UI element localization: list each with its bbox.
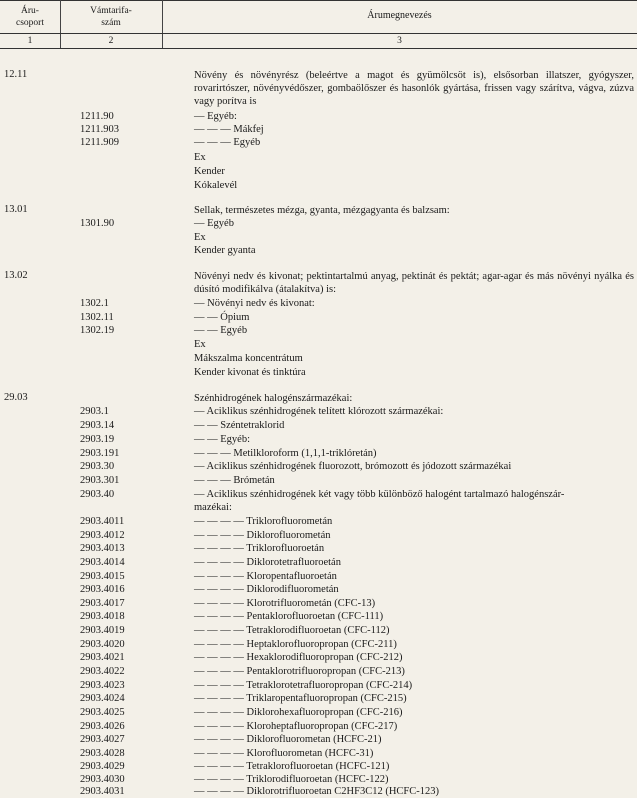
row-description: — — — — Triklorodifluoroetan (HCFC-122) — [194, 774, 389, 785]
tariff-code: 2903.4021 — [80, 652, 125, 663]
table-row — [0, 651, 637, 664]
tariff-code: 2903.40 — [80, 489, 115, 500]
table-row — [0, 297, 637, 310]
tariff-code: 2903.4031 — [80, 786, 125, 797]
tariff-code: 2903.4015 — [80, 571, 125, 582]
row-description: — — — — Hexaklorodifluoropropan (CFC-212) — [194, 652, 403, 663]
table-row — [0, 679, 637, 692]
table-row — [0, 706, 637, 719]
section-title: Növény és növényrész (beleértve a magot és gyümölcsöt is), elsősorban illatszer, gyógyszer, rovarirtószer, növényvédőszer, gombaölőszer és hasonlók gyártása, frissen vagy szárítva, vágva, zúzva vagy porítva is — [194, 70, 634, 107]
row-description: Kender kivonat és tinktúra — [194, 367, 306, 378]
row-description: — Egyéb: — [194, 111, 237, 122]
row-description: — Egyéb — [194, 218, 234, 229]
table-row — [0, 624, 637, 637]
table-row — [0, 179, 637, 192]
table-row — [0, 570, 637, 583]
row-description: Kender — [194, 166, 225, 177]
table-row — [0, 720, 637, 733]
tariff-code: 2903.4026 — [80, 721, 125, 732]
table-row — [0, 433, 637, 446]
tariff-code: 1302.19 — [80, 325, 115, 336]
column-number-2: 2 — [108, 36, 114, 46]
section-title: Szénhidrogének halogénszármazékai: — [194, 393, 353, 404]
row-description: — — — — Diklorotetrafluoroetán — [194, 557, 341, 568]
table-row — [0, 488, 637, 501]
tariff-code: 2903.4016 — [80, 584, 125, 595]
tariff-code: 2903.30 — [80, 461, 115, 472]
header-mid-rule — [0, 33, 637, 34]
table-row — [0, 542, 637, 555]
row-description: — — — — Diklorofluorometan (HCFC-21) — [194, 734, 382, 745]
row-description: — — — — Diklorodifluorometán — [194, 584, 339, 595]
section-title: Sellak, természetes mézga, gyanta, mézgagyanta és balzsam: — [194, 205, 450, 216]
group-code: 12.11 — [4, 69, 28, 80]
row-description: — — — — Kloropentafluoroetán — [194, 571, 337, 582]
row-description: Ex — [194, 152, 206, 163]
row-description: — — — — Triklaropentafluoropropan (CFC-215) — [194, 693, 407, 704]
table-row — [0, 665, 637, 678]
row-description: — — — — Heptaklorofluoropropan (CFC-211) — [194, 639, 397, 650]
tariff-code: 2903.19 — [80, 434, 115, 445]
row-description: Kender gyanta — [194, 245, 256, 256]
table-row — [0, 366, 637, 379]
tariff-code: 2903.4025 — [80, 707, 125, 718]
row-description: — Aciklikus szénhidrogének fluorozott, brómozott és jódozott származékai — [194, 461, 512, 472]
group-code: 13.01 — [4, 204, 28, 215]
table-row — [0, 610, 637, 623]
row-description: — Aciklikus szénhidrogének telített klórozott származékai: — [194, 406, 444, 417]
tariff-code: 1211.90 — [80, 111, 114, 122]
table-row — [0, 151, 637, 164]
table-row — [0, 515, 637, 528]
row-description: — — — — Diklorotrifluoroetan C2HF3C12 (HCFC-123) — [194, 786, 439, 797]
tariff-code: 2903.4020 — [80, 639, 125, 650]
row-description: — — — — Diklorohexafluoropropan (CFC-216) — [194, 707, 403, 718]
column-number-1: 1 — [27, 36, 33, 46]
row-description: — — — Mákfej — [194, 124, 264, 135]
row-description: — — — Metilkloroform (1,1,1-triklóretán) — [194, 448, 377, 459]
table-row — [0, 123, 637, 136]
table-row — [0, 638, 637, 651]
tariff-code: 2903.4013 — [80, 543, 125, 554]
tariff-code: 2903.4014 — [80, 557, 125, 568]
tariff-code: 2903.191 — [80, 448, 120, 459]
table-row — [0, 692, 637, 705]
row-description: — — Ópium — [194, 312, 250, 323]
tariff-code: 2903.1 — [80, 406, 109, 417]
row-description: — — — — Pentaklorofluoroetan (CFC-111) — [194, 611, 384, 622]
table-row — [0, 597, 637, 610]
tariff-code: 2903.4011 — [80, 516, 125, 527]
row-description: — — — — Triklorofluoroetán — [194, 543, 325, 554]
row-description: — — — — Triklorofluorometán — [194, 516, 333, 527]
tariff-code: 1302.1 — [80, 298, 109, 309]
header-group-column: Áru- csoport — [16, 6, 44, 28]
table-row — [0, 447, 637, 460]
tariff-code: 2903.4018 — [80, 611, 125, 622]
row-description: — — — — Kloroheptafluoropropan (CFC-217) — [194, 721, 398, 732]
row-description: — — Egyéb: — [194, 434, 250, 445]
row-description: — — — — Diklorofluorometán — [194, 530, 331, 541]
row-description: Mákszalma koncentrátum — [194, 353, 303, 364]
table-row — [0, 244, 637, 257]
table-row — [0, 529, 637, 542]
row-description: — — — — Klorotrifluorometán (CFC-13) — [194, 598, 376, 609]
table-row — [0, 760, 637, 773]
table-row — [0, 460, 637, 473]
row-description: — Aciklikus szénhidrogének két vagy több különböző halogént tartalmazó halogénszár- — [194, 489, 565, 500]
row-description: Kókalevél — [194, 180, 238, 191]
table-row — [0, 324, 637, 337]
row-description: — Növényi nedv és kivonat: — [194, 298, 315, 309]
tariff-code: 1302.11 — [80, 312, 114, 323]
table-row — [0, 136, 637, 149]
table-row — [0, 733, 637, 746]
table-row — [0, 110, 637, 123]
table-row — [0, 231, 637, 244]
table-row — [0, 501, 637, 514]
tariff-code: 2903.14 — [80, 420, 115, 431]
table-row — [0, 785, 637, 798]
tariff-code: 2903.4022 — [80, 666, 125, 677]
tariff-code: 2903.301 — [80, 475, 120, 486]
group-code: 29.03 — [4, 392, 28, 403]
header-tariff-column: Vámtarifa- szám — [90, 6, 132, 28]
section-title: Növényi nedv és kivonat; pektintartalmú anyag, pektinát és pektát; agar-agar és más növényi nyálka és dúsító modifikálva (átalakítva) is: — [194, 271, 634, 295]
table-row — [0, 165, 637, 178]
tariff-code: 2903.4019 — [80, 625, 125, 636]
tariff-code: 2903.4029 — [80, 761, 125, 772]
row-description: — — — — Tetraklorotetrafluoropropan (CFC-214) — [194, 680, 413, 691]
table-row — [0, 583, 637, 596]
table-row — [0, 338, 637, 351]
header-top-rule — [0, 0, 637, 1]
tariff-code: 1211.903 — [80, 124, 119, 135]
header-description-column: Árumegnevezés — [367, 10, 432, 21]
tariff-code: 2903.4027 — [80, 734, 125, 745]
row-description: — — — Egyéb — [194, 137, 261, 148]
table-row — [0, 747, 637, 760]
table-row — [0, 311, 637, 324]
tariff-code: 2903.4030 — [80, 774, 125, 785]
tariff-code: 1211.909 — [80, 137, 119, 148]
table-row — [0, 352, 637, 365]
table-row — [0, 405, 637, 418]
header-bottom-rule — [0, 48, 637, 49]
tariff-code: 2903.4028 — [80, 748, 125, 759]
table-row — [0, 556, 637, 569]
row-description: — — — — Tetraklorodifluoroetan (CFC-112) — [194, 625, 390, 636]
row-description: — — Széntetraklorid — [194, 420, 285, 431]
row-description: — — — — Tetraklorofluoroetan (HCFC-121) — [194, 761, 390, 772]
table-row — [0, 474, 637, 487]
tariff-code: 2903.4017 — [80, 598, 125, 609]
row-description: mazékai: — [194, 502, 232, 513]
column-number-3: 3 — [397, 36, 402, 46]
table-row — [0, 217, 637, 230]
row-description: — — — — Klorofluorometan (HCFC-31) — [194, 748, 374, 759]
row-description: — — — — Pentaklorotrifluoropropan (CFC-213) — [194, 666, 405, 677]
tariff-code: 2903.4012 — [80, 530, 125, 541]
tariff-code: 1301.90 — [80, 218, 115, 229]
row-description: Ex — [194, 339, 206, 350]
table-row — [0, 419, 637, 432]
row-description: Ex — [194, 232, 206, 243]
tariff-code: 2903.4024 — [80, 693, 125, 704]
row-description: — — Egyéb — [194, 325, 248, 336]
group-code: 13.02 — [4, 270, 28, 281]
row-description: — — — Brómetán — [194, 475, 275, 486]
tariff-code: 2903.4023 — [80, 680, 125, 691]
